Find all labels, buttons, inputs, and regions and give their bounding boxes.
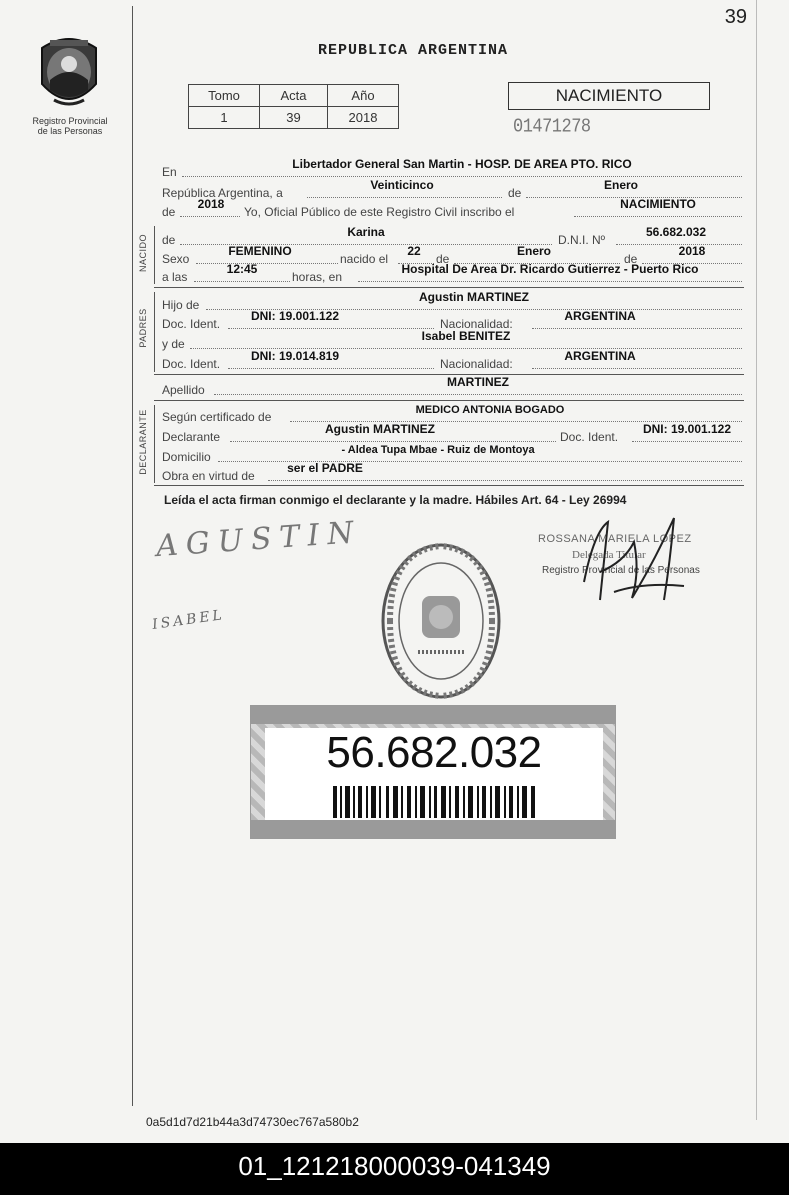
volume-header-anio: Año: [328, 85, 399, 107]
row-lugar: [162, 157, 742, 179]
volume-value-tomo: 1: [189, 107, 260, 129]
row-hora-lugar: [162, 262, 742, 284]
label-republica: República Argentina, a: [162, 186, 283, 200]
volume-header-tomo: Tomo: [189, 85, 260, 107]
value-mes: Enero: [603, 178, 638, 192]
value-dia-letras: Veinticinco: [370, 178, 434, 192]
country-title: REPUBLICA ARGENTINA: [318, 42, 509, 59]
barcode-icon: [333, 786, 535, 818]
label-de-mes: de: [508, 186, 522, 200]
value-doc-declarante: DNI: 19.001.122: [642, 422, 732, 436]
label-de-anio-nacimiento: de: [624, 252, 638, 266]
serial-number: 01471278: [513, 116, 591, 139]
value-domicilio: - Aldea Tupa Mbae - Ruiz de Montoya: [341, 444, 535, 456]
province-coat-of-arms-icon: [36, 34, 102, 114]
row-inscripcion: [162, 197, 742, 219]
value-nombre: Karina: [347, 225, 385, 239]
page-number: 39: [724, 6, 747, 28]
label-oficial: Yo, Oficial Público de este Registro Civil inscribo el: [244, 205, 515, 219]
label-certificado: Según certificado de: [162, 410, 272, 424]
label-nacido-el: nacido el: [340, 252, 389, 266]
volume-header-acta: Acta: [260, 85, 328, 107]
label-dni: D.N.I. Nº: [558, 233, 606, 247]
value-doc-madre: DNI: 19.014.819: [250, 349, 340, 363]
row-apellido: [162, 375, 742, 397]
sticker-dni-number: 56.682.032: [326, 728, 542, 777]
volume-value-acta: 39: [260, 107, 328, 129]
officer-office: Registro Provincial de las Personas: [542, 565, 700, 576]
label-en: En: [162, 165, 177, 179]
value-dia-nacimiento: 22: [407, 244, 421, 258]
registry-caption: [14, 116, 126, 136]
label-doc-madre: Doc. Ident.: [162, 357, 221, 371]
dni-sticker: [250, 705, 616, 839]
row-declarante: [162, 422, 742, 444]
label-de-anio: de: [162, 205, 176, 219]
registry-caption-line1: Registro Provincial: [32, 116, 108, 126]
act-type-box: NACIMIENTO: [508, 82, 710, 110]
document-hash: 0a5d1d7d21b44a3d74730ec767a580b2: [146, 1115, 359, 1129]
label-de-mes-nacimiento: de: [436, 252, 450, 266]
label-a-las: a las: [162, 270, 188, 284]
value-nacionalidad-padre: ARGENTINA: [564, 309, 636, 323]
value-declarante: Agustin MARTINEZ: [325, 422, 435, 436]
label-nacionalidad-madre: Nacionalidad:: [440, 357, 513, 371]
value-lugar-nacimiento: Hospital De Area Dr. Ricardo Gutierrez - Puerto Rico: [401, 262, 699, 276]
value-hora: 12:45: [226, 262, 258, 276]
value-mes-nacimiento: Enero: [516, 244, 551, 258]
value-anio-nacimiento: 2018: [678, 244, 706, 258]
value-anio: 2018: [197, 197, 225, 211]
label-y-de: y de: [162, 337, 185, 351]
value-padre: Agustin MARTINEZ: [419, 290, 529, 304]
footer-code-bar: 01_121218000039-041349: [0, 1143, 789, 1195]
row-domicilio: [162, 444, 742, 464]
label-doc-padre: Doc. Ident.: [162, 317, 221, 331]
label-declarante: Declarante: [162, 430, 221, 444]
label-apellido: Apellido: [162, 383, 205, 397]
declarant-signature: AGUSTIN: [155, 514, 363, 565]
left-margin-line: [132, 6, 133, 1106]
section-label-declarante: DECLARANTE: [138, 409, 148, 475]
value-inscripcion: NACIMIENTO: [620, 197, 696, 211]
value-certificado: MEDICO ANTONIA BOGADO: [415, 404, 565, 416]
label-horas-en: horas, en: [292, 270, 343, 284]
section-label-padres: PADRES: [138, 308, 148, 348]
officer-name: ROSSANA MARIELA LOPEZ: [538, 533, 692, 545]
registry-caption-line2: de las Personas: [37, 126, 103, 136]
value-dni: 56.682.032: [645, 225, 707, 239]
label-domicilio: Domicilio: [162, 450, 211, 464]
label-doc-declarante: Doc. Ident.: [560, 430, 619, 444]
label-obra: Obra en virtud de: [162, 469, 255, 483]
mother-signature: ISABEL: [151, 606, 226, 634]
volume-table-header-row: [189, 85, 399, 107]
volume-table: [188, 84, 399, 129]
value-doc-padre: DNI: 19.001.122: [250, 309, 340, 323]
label-de-nombre: de: [162, 233, 176, 247]
value-madre: Isabel BENITEZ: [421, 329, 511, 343]
value-sexo: FEMENINO: [228, 244, 292, 258]
value-lugar: Libertador General San Martin - HOSP. DE AREA PTO. RICO: [292, 157, 632, 171]
officer-signature-icon: [574, 512, 694, 607]
official-seal-stamp-icon: [378, 540, 504, 702]
section-label-nacido: NACIDO: [138, 234, 148, 273]
volume-table-value-row: [189, 107, 399, 129]
volume-value-anio: 2018: [328, 107, 399, 129]
value-nacionalidad-madre: ARGENTINA: [564, 349, 636, 363]
row-doc-madre: [162, 349, 742, 371]
closing-text: Leída el acta firman conmigo el declarante y la madre. Hábiles Art. 64 - Ley 26994: [164, 493, 627, 507]
value-obra: ser el PADRE: [287, 461, 363, 475]
right-margin-line: [756, 0, 757, 1120]
value-apellido: MARTINEZ: [447, 375, 509, 389]
row-obra: [162, 461, 742, 483]
label-sexo: Sexo: [162, 252, 190, 266]
label-hijo-de: Hijo de: [162, 298, 200, 312]
label-nacionalidad-padre: Nacionalidad:: [440, 317, 513, 331]
officer-role: Delegada Titular: [572, 549, 646, 561]
